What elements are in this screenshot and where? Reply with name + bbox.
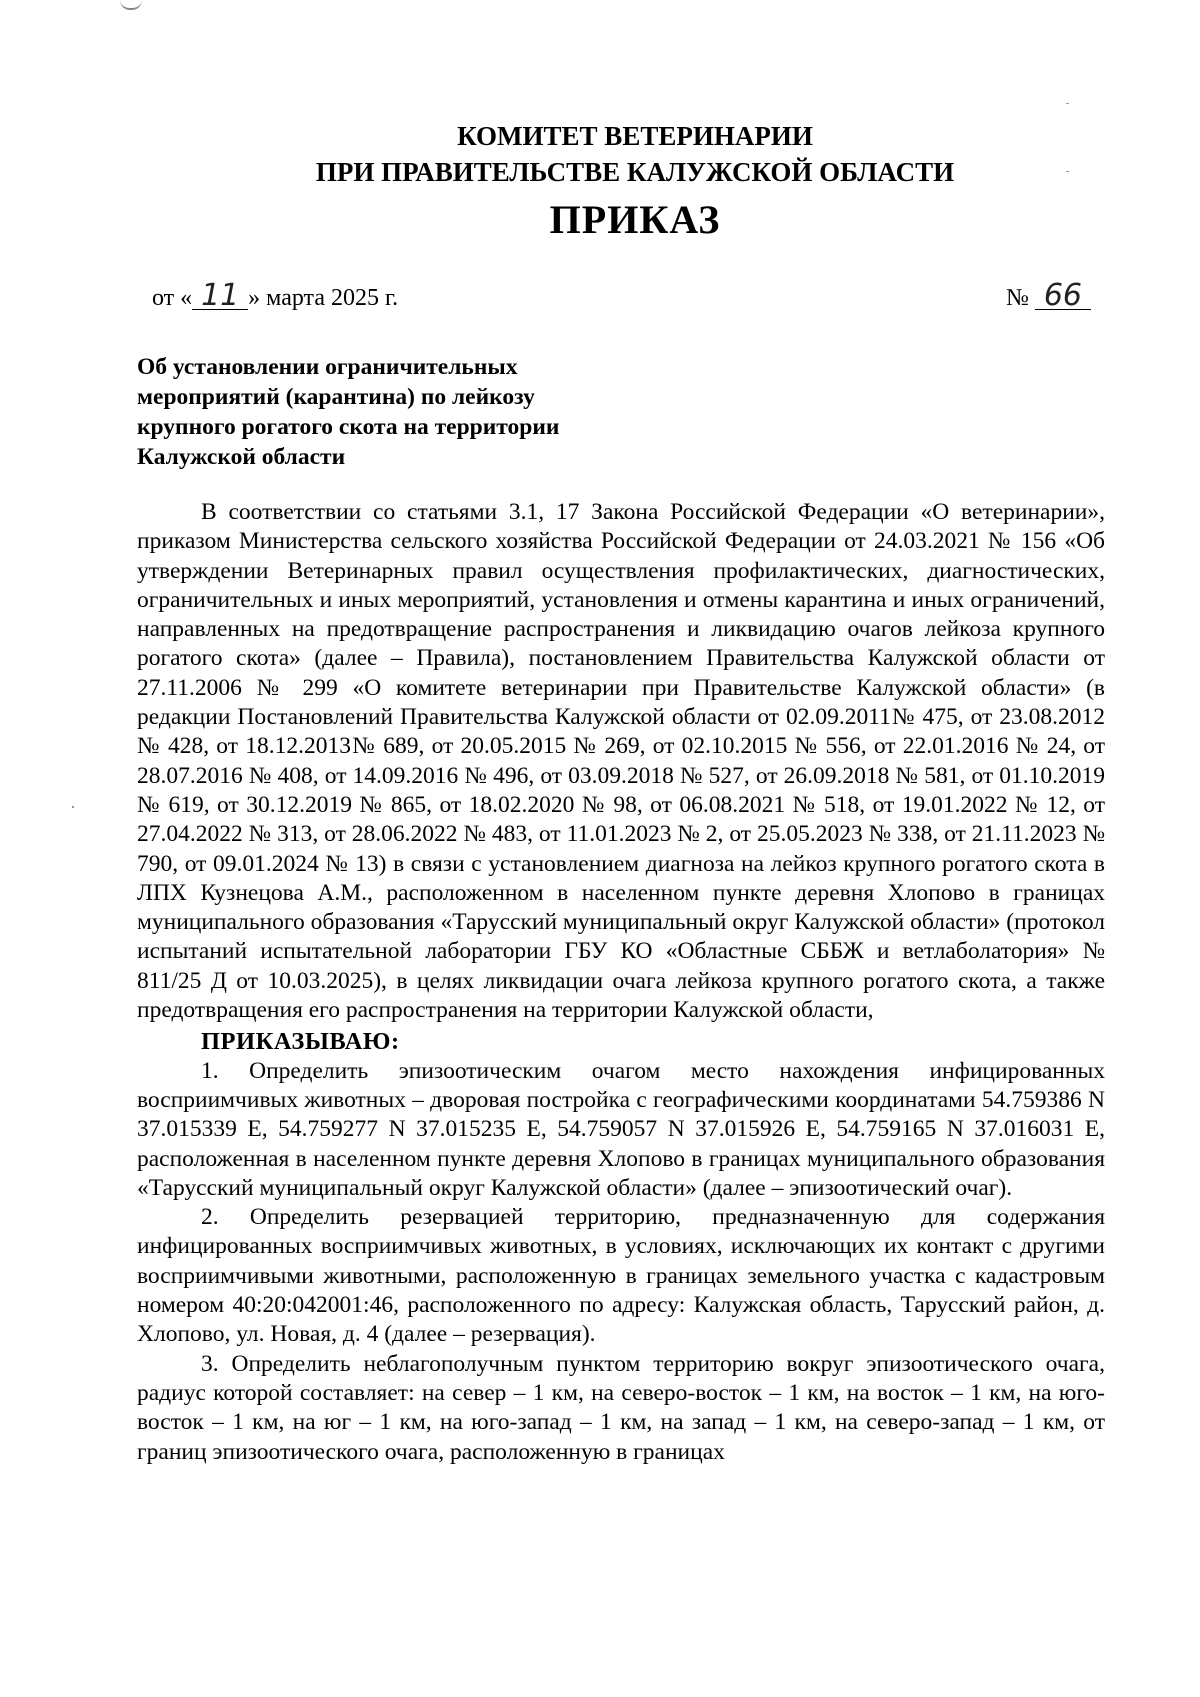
date-prefix: от « [152, 285, 193, 311]
header-line-2: ПРИ ПРАВИТЕЛЬСТВЕ КАЛУЖСКОЙ ОБЛАСТИ [315, 157, 955, 187]
order-item: 1. Определить эпизоотическим очагом место нахождения инфицированных восприимчивых животных – дворовая постройка с географическими координатами 54.759386 N 37.015339 E, 54.759277 N 37.015235 E, 54.759057 N 37.015926 E, 54.759165 N 37.016031 E, расположенная в населенном пункте деревня Хлопово в границах муниципального образования «Тарусский муниципальный округ Калужской области» (далее – эпизоотический очаг). [137, 1057, 1105, 1201]
document-body [137, 498, 1105, 1467]
document-date [152, 278, 399, 313]
subject-line: крупного рогатого скота на территории [137, 414, 560, 440]
date-day-handwritten: 11 [192, 283, 248, 310]
subject-line: мероприятий (карантина) по лейкозу [137, 384, 535, 410]
order-word: ПРИКАЗЫВАЮ: [201, 1028, 400, 1056]
order-item: 3. Определить неблагополучным пунктом территорию вокруг эпизоотического очага, радиус которой составляет: на север – 1 км, на северо-восток – 1 км, на восток – 1 км, на юго-восток – 1 км, на юг – 1 км, на юго-запад – 1 км, на запад – 1 км, на северо-запад – 1 км, от границ эпизоотического очага, расположенную в границах [137, 1350, 1105, 1465]
number-prefix: № [1006, 285, 1029, 311]
scan-mark [120, 0, 142, 10]
scan-speck [72, 806, 74, 808]
date-suffix: » марта 2025 г. [248, 285, 399, 311]
document-number [1006, 278, 1091, 313]
number-value-handwritten: 66 [1035, 283, 1091, 310]
preamble-paragraph: В соответствии со статьями 3.1, 17 Закона Российской Федерации «О ветеринарии», приказом Министерства сельского хозяйства Российской Федерации от 24.03.2021 № 156 «Об утверждении Ветеринарных правил осуществления профилактических, диагностических, ограничительных и иных мероприятий, установления и отмены карантина и иных ограничений, направленных на предотвращение распространения и ликвидацию очагов лейкоза крупного рогатого скота» (далее – Правила), постановлением Правительства Калужской области от 27.11.2006 № 299 «О комитете ветеринарии при Правительстве Калужской области» (в редакции Постановлений Правительства Калужской области от 02.09.2011№ 475, от 23.08.2012 № 428, от 18.12.2013№ 689, от 20.05.2015 № 269, от 02.10.2015 № 556, от 22.01.2016 № 24, от 28.07.2016 № 408, от 14.09.2016 № 496, от 03.09.2018 № 527, от 26.09.2018 № 581, от 01.10.2019 № 619, от 30.12.2019 № 865, от 18.02.2020 № 98, от 06.08.2021 № 518, от 19.01.2022 № 12, от 27.04.2022 № 313, от 28.06.2022 № 483, от 11.01.2023 № 2, от 25.05.2023 № 338, от 21.11.2023 № 790, от 09.01.2024 № 13) в связи с установлением диагноза на лейкоз крупного рогатого скота в ЛПХ Кузнецова А.М., расположенном в населенном пункте деревня Хлопово в границах муниципального образования «Тарусский муниципальный округ Калужской области» (протокол испытаний испытательной лаборатории ГБУ КО «Областные СББЖ и ветлаболатория» № 811/25 Д от 10.03.2025), в целях ликвидации очага лейкоза крупного рогатого скота, а также предотвращения его распространения на территории Калужской области, [137, 499, 1105, 1024]
subject-line: Калужской области [137, 444, 346, 470]
scan-speck [1066, 103, 1069, 104]
document-type-title: ПРИКАЗ [549, 197, 721, 242]
document-subject [137, 352, 613, 472]
header-line-1: КОМИТЕТ ВЕТЕРИНАРИИ [457, 121, 813, 151]
order-item: 2. Определить резервацией территорию, предназначенную для содержания инфицированных восприимчивых животных, в условиях, исключающих их контакт с другими восприимчивыми животными, расположенную в границах земельного участка с кадастровым номером 40:20:042001:46, расположенного по адресу: Калужская область, Тарусский район, д. Хлопово, ул. Новая, д. 4 (далее – резервация). [137, 1204, 1105, 1348]
subject-line: Об установлении ограничительных [137, 354, 518, 380]
organization-header [0, 118, 1200, 190]
